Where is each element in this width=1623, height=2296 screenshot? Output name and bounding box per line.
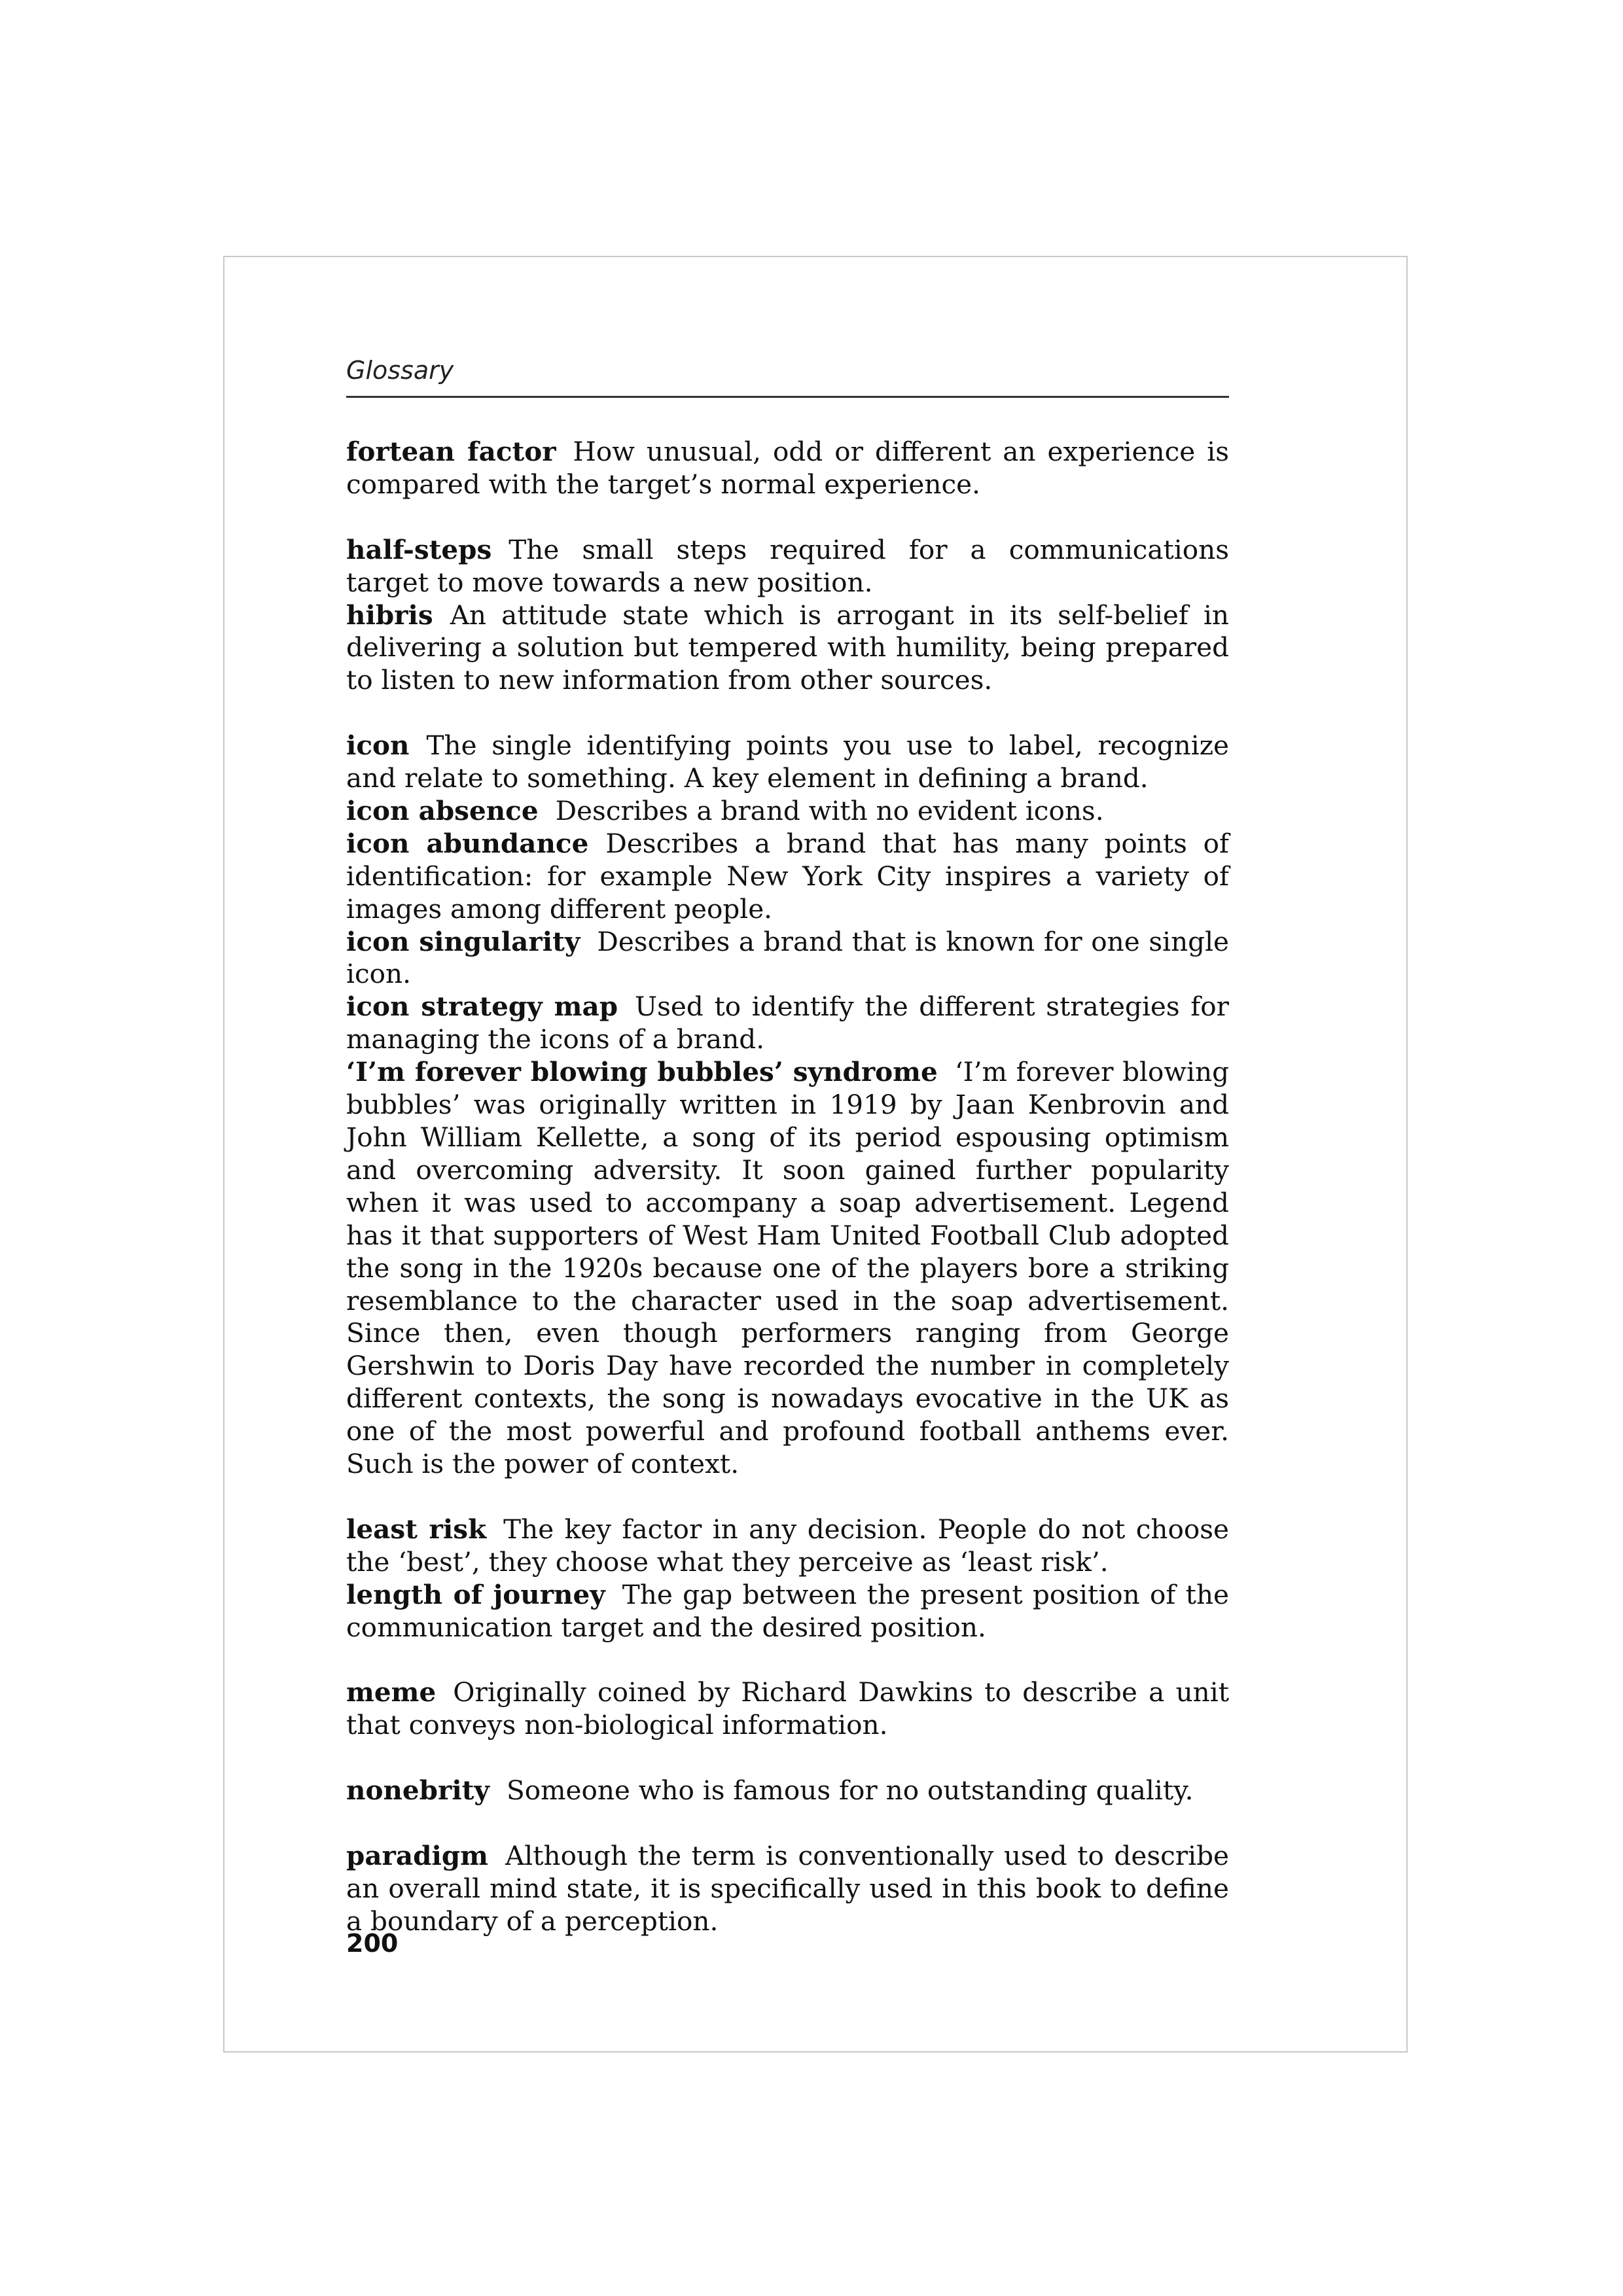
glossary-entry [346, 991, 1229, 1056]
entry-term: icon absence [346, 794, 539, 826]
entry-term: icon singularity [346, 925, 580, 957]
entry-term: icon strategy map [346, 991, 618, 1023]
entry-definition: The small steps required for a communications target to move towards a new position. [346, 533, 1229, 598]
glossary-entry [346, 828, 1229, 926]
entry-definition: Used to identify the different strategies for managing the icons of a brand. [346, 991, 1229, 1055]
glossary-entry [346, 1676, 1229, 1742]
entry-definition: ‘I’m forever blowing bubbles’ was originally written in 1919 by Jaan Kenbrovin and John William Kellette, a song of its period espousing optimism and overcoming adversity. It soon gained further popularity when it was used to accompany a soap advertisement. Legend has it that supporters of West Ham United Football Club adopted the song in the 1920s because one of the players bore a striking resemblance to the character used in the soap advertisement. Since then, even though performers ranging from George Gershwin to Doris Day have recorded the number in completely different contexts, the song is nowadays evocative in the UK as one of the most powerful and profound football anthems ever. Such is the power of context. [346, 1056, 1229, 1480]
glossary-entry [346, 730, 1229, 795]
entry-definition: The single identifying points you use to label, recognize and relate to something. A key element in defining a brand. [346, 730, 1229, 794]
entry-definition: Someone who is famous for no outstanding quality. [506, 1775, 1194, 1807]
entry-term: ‘I’m forever blowing bubbles’ syndrome [346, 1056, 938, 1088]
entry-definition: An attitude state which is arrogant in its self-belief in delivering a solution but tempered with humility, being prepared to listen to new information from other sources. [346, 599, 1229, 696]
glossary-entry [346, 1056, 1229, 1481]
entry-definition: Although the term is conventionally used to describe an overall mind state, it is specifically used in this book to define a boundary of a perception. [346, 1839, 1229, 1937]
entry-definition: The key factor in any decision. People do not choose the ‘best’, they choose what they perceive as ‘least risk’. [346, 1513, 1230, 1578]
entry-term: meme [346, 1676, 437, 1708]
glossary-entry [346, 926, 1229, 991]
glossary-entry [346, 1513, 1229, 1579]
page-number: 200 [346, 1929, 399, 1958]
running-head: Glossary [346, 356, 454, 385]
entry-term: least risk [346, 1513, 487, 1545]
entry-term: nonebrity [346, 1775, 490, 1807]
glossary-entry [346, 599, 1229, 698]
entry-term: fortean factor [346, 436, 556, 467]
entry-definition: Describes a brand that is known for one single icon. [346, 925, 1229, 990]
entry-definition: Describes a brand that has many points of identification: for example New York City inspires a variety of images among different people. [346, 827, 1229, 925]
glossary-body [346, 436, 1229, 1938]
entry-term: length of journey [346, 1578, 605, 1610]
glossary-entry [346, 1775, 1229, 1807]
entry-definition: The gap between the present position of the communication target and the desired position. [346, 1578, 1229, 1643]
glossary-entry [346, 534, 1229, 599]
entry-definition: How unusual, odd or different an experience is compared with the target’s normal experience. [346, 436, 1229, 500]
entry-term: paradigm [346, 1839, 489, 1871]
entry-definition: Originally coined by Richard Dawkins to describe a unit that conveys non-biological information. [346, 1676, 1229, 1741]
glossary-entry [346, 436, 1229, 501]
entry-term: icon [346, 730, 410, 762]
entry-definition: Describes a brand with no evident icons. [555, 794, 1104, 826]
entry-term: hibris [346, 599, 433, 631]
entry-term: half-steps [346, 533, 492, 565]
glossary-entry [346, 1840, 1229, 1938]
entry-term: icon abundance [346, 827, 589, 859]
glossary-entry [346, 795, 1229, 828]
glossary-entry [346, 1579, 1229, 1644]
header-rule [346, 396, 1229, 398]
